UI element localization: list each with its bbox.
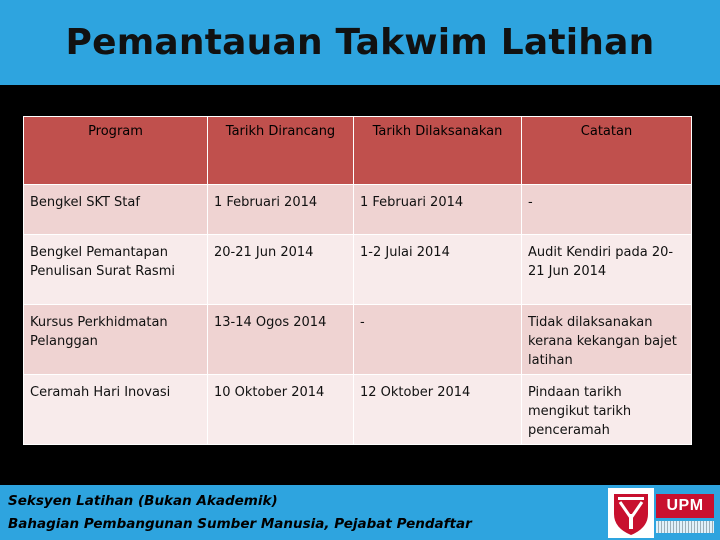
cell-notes: Pindaan tarikh mengikut tarikh penceramah [522, 375, 692, 445]
slide-title: Pemantauan Takwim Latihan [65, 22, 655, 63]
training-calendar-table [23, 116, 691, 442]
logo-text: UPM [656, 494, 714, 518]
cell-planned-date: 20-21 Jun 2014 [208, 235, 354, 305]
cell-actual-date: 1 Februari 2014 [354, 185, 522, 235]
header-program: Program [24, 117, 208, 185]
cell-planned-date: 1 Februari 2014 [208, 185, 354, 235]
cell-actual-date: 1-2 Julai 2014 [354, 235, 522, 305]
cell-planned-date: 10 Oktober 2014 [208, 375, 354, 445]
logo-tagline-strip [656, 521, 714, 533]
upm-crest-icon [608, 488, 654, 538]
cell-actual-date: - [354, 305, 522, 375]
table-row [24, 235, 692, 305]
header-actual-date: Tarikh Dilaksanakan [354, 117, 522, 185]
header-planned-date: Tarikh Dirancang [208, 117, 354, 185]
cell-actual-date: 12 Oktober 2014 [354, 375, 522, 445]
table-row [24, 185, 692, 235]
cell-program: Bengkel Pemantapan Penulisan Surat Rasmi [24, 235, 208, 305]
table-row [24, 375, 692, 445]
footer-department-name: Bahagian Pembangunan Sumber Manusia, Pejabat Pendaftar [8, 516, 472, 532]
cell-notes: - [522, 185, 692, 235]
cell-program: Bengkel SKT Staf [24, 185, 208, 235]
footer-section-name: Seksyen Latihan (Bukan Akademik) [8, 493, 278, 509]
title-bar [0, 0, 720, 85]
cell-notes: Audit Kendiri pada 20-21 Jun 2014 [522, 235, 692, 305]
table-header-row [24, 117, 692, 185]
cell-program: Ceramah Hari Inovasi [24, 375, 208, 445]
header-notes: Catatan [522, 117, 692, 185]
cell-planned-date: 13-14 Ogos 2014 [208, 305, 354, 375]
cell-notes: Tidak dilaksanakan kerana kekangan bajet latihan [522, 305, 692, 375]
table-row [24, 305, 692, 375]
upm-logo [608, 488, 716, 538]
cell-program: Kursus Perkhidmatan Pelanggan [24, 305, 208, 375]
